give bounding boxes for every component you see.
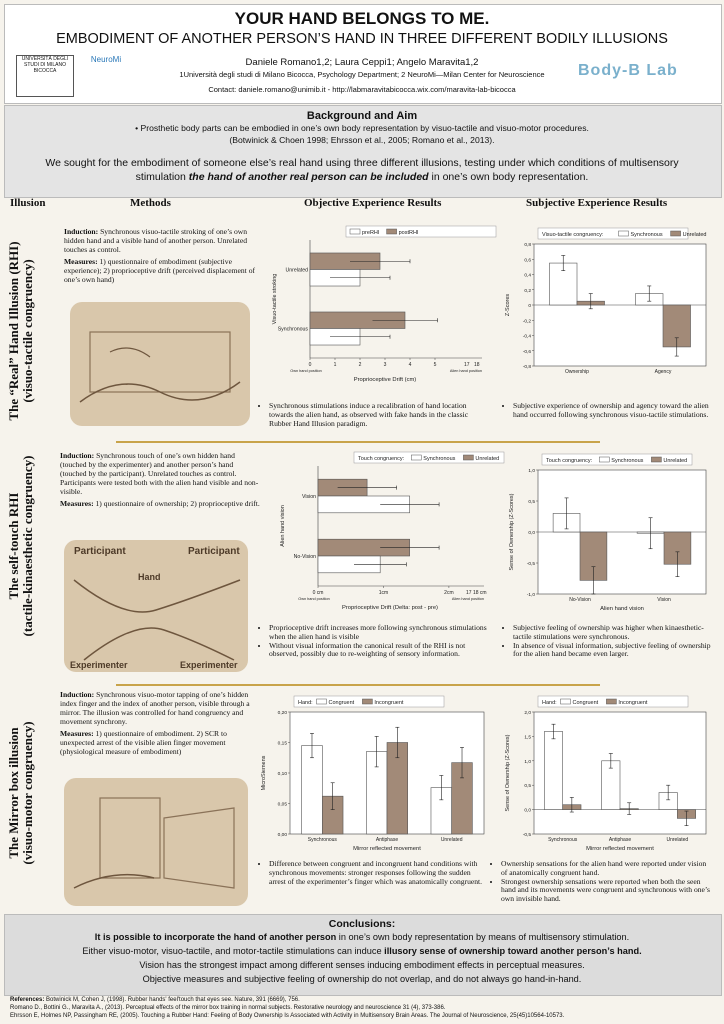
y-tick-label-0: 0,00 (277, 833, 287, 838)
conclusion-2: Either visuo-motor, visuo-tactile, and motor-tactile stimulations can induce illusory sense of ownership toward another person’s hand. (82, 946, 642, 956)
y-tick-label-5: 2,0 (524, 711, 531, 716)
section3-subjective-0: • Ownership sensations for the alien hand were reported under vision of anatomically congruent hand. (501, 860, 712, 878)
legend-title: Hand: (298, 700, 313, 706)
axis-note-alien: Alien hand position (451, 597, 484, 601)
section1-methods (64, 227, 260, 284)
section1-induction: Induction: Synchronous visuo-tactile stroking of one’s own hidden hand and a visible hand of another person. Unrelated touches as control. (64, 227, 248, 254)
y-tick-label-2: 0,10 (277, 772, 287, 777)
photo-box-shape (90, 332, 230, 392)
x-category-label-1: Agency (654, 369, 672, 375)
aim-emphasis: the hand of another real person can be included (188, 171, 429, 183)
reference-1: References: Botwinick M, Cohen J, (1998). Rubber hands' feel'touch that eyes see. Nature, 391 (6669), 756. (10, 997, 300, 1003)
x-tick-label-1: 1 (333, 362, 337, 368)
y-category-label-1: No-Vision (293, 554, 316, 560)
y-tick-label-2: 0,5 (524, 784, 531, 790)
y-tick-label-1: -0,5 (526, 562, 535, 567)
legend-swatch-1 (651, 457, 661, 462)
legend-title: Touch congruency: (358, 456, 405, 462)
y-tick-label-3: 0,15 (277, 741, 287, 747)
legend-swatch-1 (606, 699, 616, 704)
y-tick-label-5: 0,2 (524, 288, 531, 294)
legend-label-0: Congruent (328, 700, 355, 706)
section2-objective-results (258, 624, 490, 659)
x-axis-title: Mirror reflected movement (586, 846, 654, 852)
section-divider-2 (116, 684, 600, 686)
section1-objective-0: • Synchronous stimulations induce a recalibration of hand location towards the alien hand, as observed with fake hands in the classic Rubber Hand Illusion paradigm. (269, 402, 488, 428)
y-tick-label-8: 0,8 (524, 243, 531, 248)
legend-swatch-1 (362, 699, 372, 704)
x-axis-title: Mirror reflected movement (353, 846, 421, 852)
x-tick-label-0: 0 cm (312, 590, 324, 596)
y-axis-title: Alien hand vision (280, 505, 286, 547)
conclusion-4: Objective measures and subjective feeling of ownership do not overlap, and do not always go hand-in-hand. (142, 974, 582, 984)
x-tick-label-0: 0 (308, 362, 312, 368)
photo-arm-shape-2 (84, 628, 234, 660)
section2-objective-0: • Proprioceptive drift increases more following synchronous stimulations when the alien hand is visible (269, 624, 490, 642)
x-category-label-0: Synchronous (548, 837, 578, 843)
section2-subjective-1: • In absence of visual information, subjective feeling of ownership for the alien hand became even larger. (513, 642, 712, 660)
section1-label (7, 231, 37, 431)
photo-label-participant-left: Participant (74, 546, 126, 557)
section3-photo-sketch (64, 778, 248, 906)
reference-3: Ehrsson E, Holmes NP, Passingham RE, (2005). Touching a Rubber Hand: Feeling of Body Ownership Is Associated with Activity in Multisensory Brain Areas. The Journal of Neuroscience, 25(45)10564-10573. (10, 1013, 565, 1019)
aim-part-c: in one’s own body representation. (428, 171, 589, 183)
conclusions-title: Conclusions: (328, 918, 396, 930)
contact: Contact: daniele.romano@unimib.it - http://labmaravitabicocca.wix.com/maravita-lab-bicocca (208, 85, 516, 94)
axis-note-alien: Alien hand position (449, 369, 482, 373)
chart-mirror-scr (256, 690, 492, 858)
poster-subtitle: EMBODIMENT OF ANOTHER PERSON’S HAND IN THREE DIFFERENT BODILY ILLUSIONS (56, 31, 668, 47)
legend-swatch-0 (599, 457, 609, 462)
section3-measures: Measures: 1) questionnaire of embodiment. 2) SCR to unexpected arrest of the visible alien finger movement (physiological measure of embodiment) (60, 729, 227, 756)
y-tick-label-2: -0,4 (522, 334, 531, 340)
y-tick-label-1: 0,0 (524, 808, 531, 814)
section2-measures: Measures: 1) questionnaire of ownership; 2) proprioceptive drift. (60, 499, 260, 508)
x-axis-title: Proprioceptive Drift (Delta: post - pre) (341, 605, 439, 611)
y-tick-label-7: 0,6 (524, 258, 531, 264)
neuromi-logo: NeuroMi (90, 55, 122, 64)
legend-label-0: Synchronous (611, 458, 644, 464)
legend-title: Hand: (542, 700, 557, 706)
x-extra-tick-1: 18 (474, 362, 480, 368)
x-tick-label-2: 2cm (444, 590, 454, 596)
y-axis-title: Sense of Ownership (Z-Scores) (509, 493, 515, 571)
y-axis-title: Sense of Ownership (Z-Scores) (505, 734, 511, 812)
x-extra-tick-0: 17 (464, 362, 470, 368)
legend-label-0: Synchronous (630, 232, 663, 238)
section2-photo-sketch (64, 540, 248, 672)
section2-objective-1: • Without visual information the canonical result of the RHI is not observed, possibly due to re-weighting of sensory information. (269, 642, 490, 660)
section3-induction: Induction: Synchronous visuo-motor tapping of one’s hidden index finger and the index of another person, visible through a mirror. The illusion was controlled for hand congruency and movement synchrony. (60, 690, 250, 726)
background-bullet: • Prosthetic body parts can be embodied in one’s own body representation by visuo-tactile and visuo-motor procedures. (135, 123, 589, 133)
x-tick-label-3: 3 (383, 362, 387, 368)
y-axis-title: Visuo-tactile stroking (272, 273, 278, 325)
legend-swatch-0 (350, 229, 360, 234)
legend-title: Visuo-tactile congruency: (542, 232, 604, 238)
legend-label-1: Unrelated (475, 456, 500, 462)
y-tick-label-1: -0,6 (522, 349, 531, 355)
conclusion-1: It is possible to incorporate the hand of another person in one’s own body representation by means of multisensory stimulation. (94, 932, 630, 942)
legend-label-1: Incongruent (618, 700, 648, 706)
chart-rhi-ownership (500, 222, 714, 390)
photo-box-shape (164, 808, 234, 888)
conclusion-3: Vision has the strongest impact among different senses inducing embodiment effects in perceptual measures. (139, 960, 585, 970)
photo-label-participant-right: Participant (188, 546, 240, 557)
section2-subjective-results (502, 624, 712, 659)
y-category-label-1: Synchronous (277, 326, 308, 333)
x-category-label-1: Antiphase (608, 837, 632, 843)
section3-label-a: The Mirror box illusion (6, 727, 21, 859)
x-category-label-1: Vision (657, 597, 671, 603)
aim-part-a: We sought for the embodiment of someone else’s real hand using three different illusions, testing under which conditions of multisensory stimulation (45, 157, 679, 183)
legend-swatch-0 (619, 231, 629, 236)
section2-induction: Induction: Synchronous touch of one’s own hidden hand (touched by the experimenter) and another person’s hand (touched by the participant). Unrelated touches as control. Participants were tested both with the alien hand visible and non-visible. (60, 451, 259, 496)
section-divider-1 (116, 441, 600, 443)
y-tick-label-3: -0,2 (522, 319, 531, 325)
col-methods: Methods (130, 197, 171, 209)
x-tick-label-1: 1cm (378, 590, 389, 596)
chart-selftouch-drift (264, 448, 500, 618)
photo-hand-shape (110, 348, 150, 357)
legend-label-1: Unrelated (682, 232, 707, 238)
y-category-label-0: Vision (301, 494, 316, 500)
y-tick-label-6: 0,4 (524, 273, 531, 279)
x-category-label-2: Unrelated (666, 837, 689, 843)
background-citation: (Botwinick & Choen 1998; Ehrsson et al., 2005; Romano et al., 2013). (229, 135, 495, 145)
section1-subjective-0: • Subjective experience of ownership and agency toward the alien hand occurred following synchronous visuo-tactile stimulations. (513, 402, 712, 420)
bar-0-0 (544, 732, 562, 810)
section3-methods (60, 690, 260, 756)
x-category-label-0: No-Vision (569, 597, 591, 603)
background-title: Background and Aim (306, 110, 418, 122)
section2-label-a: The self-touch RHI (6, 492, 21, 600)
y-tick-label-1: 0,05 (277, 802, 287, 808)
x-category-label-0: Synchronous (307, 837, 337, 843)
section1-objective-results (258, 402, 488, 428)
legend-label-0: preRHI (362, 230, 380, 236)
section1-label-b: (visuo-tactile congruency) (20, 259, 35, 403)
x-tick-label-2: 2 (358, 362, 362, 368)
section3-objective-results (258, 860, 488, 886)
legend-swatch-0 (561, 699, 571, 704)
legend-title: Touch congruency: (546, 458, 593, 464)
legend-label-1: Unrelated (663, 458, 688, 464)
y-axis-title: MicroSiemens (261, 755, 267, 791)
x-category-label-2: Unrelated (440, 837, 463, 843)
photo-mirror-shape (100, 798, 160, 878)
chart-selftouch-ownership (504, 448, 714, 618)
legend-swatch-0 (411, 455, 421, 460)
university-logo: UNIVERSITÀ DEGLI STUDI DI MILANO BICOCCA (16, 55, 74, 97)
background-text (50, 122, 674, 146)
section2-subjective-0: • Subjective feeling of ownership was higher when kinaesthetic-tactile stimulations were synchronous. (513, 624, 712, 642)
legend-label-1: postRHI (398, 230, 419, 236)
aim-text (40, 156, 684, 184)
section3-photo (64, 778, 248, 906)
x-axis-title: Alien hand vision (600, 606, 644, 612)
section1-subjective-results (502, 402, 712, 420)
y-tick-label-3: 0,5 (528, 500, 535, 505)
axis-note-own: Own hand position (298, 597, 330, 601)
section3-label (7, 693, 37, 893)
section3-subjective-results (490, 860, 712, 904)
section2-methods (60, 451, 260, 508)
reference-2: Romano D., Bottini G., Maravita A., (2013). Perceptual effects of the mirror box training in normal subjects. Restorative neurology and neuroscience 31 (4), 373-386. (10, 1005, 446, 1011)
bodyb-lab-logo: Body-B Lab (578, 62, 678, 79)
poster-title: YOUR HAND BELONGS TO ME. (234, 9, 490, 28)
col-subjective: Subjective Experience Results (526, 197, 668, 209)
legend-swatch-0 (317, 699, 327, 704)
y-axis-title: Z-Scores (505, 293, 511, 317)
section3-subjective-1: • Strongest ownership sensations were reported when both the seen hand and its movements were congruent and synchronous with one’s own invisible hand. (501, 878, 712, 904)
section2-label (7, 446, 37, 646)
x-extra-tick-0: 17 18 cm (466, 590, 487, 596)
photo-label-experimenter-left: Experimenter (70, 660, 128, 670)
chart-rhi-drift (256, 222, 490, 390)
col-illusion: Illusion (10, 197, 46, 209)
y-tick-label-3: 1,0 (524, 759, 531, 765)
chart-mirror-ownership (500, 690, 714, 858)
legend-label-0: Synchronous (423, 456, 456, 462)
section3-label-b: (visuo-motor congruency) (20, 721, 35, 865)
legend-swatch-1 (387, 229, 397, 234)
affiliations: 1Università degli studi di Milano Bicocca, Psychology Department; 2 NeuroMi—Milan Center for Neuroscience (179, 70, 545, 79)
y-tick-label-0: -1,0 (526, 593, 535, 598)
y-tick-label-2: 0,0 (528, 531, 535, 536)
y-tick-label-4: 0 (528, 304, 531, 309)
section1-label-a: The “Real” Hand Illusion (RHI) (6, 241, 21, 421)
y-tick-label-4: 0,20 (277, 711, 287, 716)
section2-label-b: (tactile-kinaesthetic congruency) (20, 455, 35, 637)
photo-arm-shape (74, 580, 240, 612)
legend-label-1: Incongruent (374, 700, 404, 706)
x-tick-label-4: 4 (408, 362, 412, 368)
section1-photo (70, 302, 250, 426)
authors: Daniele Romano1,2; Laura Ceppi1; Angelo Maravita1,2 (245, 57, 479, 68)
section1-photo-sketch (70, 302, 250, 426)
section1-measures: Measures: 1) questionnaire of embodiment (subjective experience); 2) proprioceptive drift (perceived displacement of one’s own hand) (64, 257, 256, 284)
legend-swatch-1 (671, 231, 681, 236)
x-category-label-0: Ownership (565, 369, 589, 375)
y-category-label-0: Unrelated (285, 267, 308, 274)
photo-hand-shape (74, 875, 154, 888)
y-tick-label-4: 1,5 (524, 735, 531, 741)
y-tick-label-0: -0,5 (522, 833, 531, 838)
y-tick-label-4: 1,0 (528, 469, 535, 474)
references (10, 996, 714, 1020)
col-objective: Objective Experience Results (304, 197, 442, 209)
x-tick-label-5: 5 (433, 362, 437, 368)
section2-photo (64, 540, 248, 672)
axis-note-own: Own hand position (290, 369, 322, 373)
section3-objective-0: • Difference between congruent and incongruent hand conditions with synchronous movements: stronger responses following the sudden arrest of the experimenter’s finger which was anatomically congruent. (269, 860, 488, 886)
bar-0-0 (302, 746, 323, 834)
y-tick-label-0: -0,8 (522, 365, 531, 370)
x-category-label-1: Antiphase (375, 837, 399, 843)
photo-label-experimenter-right: Experimenter (180, 660, 238, 670)
photo-label-hand: Hand (138, 572, 161, 582)
legend-label-0: Congruent (572, 700, 599, 706)
x-axis-title: Proprioceptive Drift (cm) (353, 377, 417, 383)
legend-swatch-1 (463, 455, 473, 460)
